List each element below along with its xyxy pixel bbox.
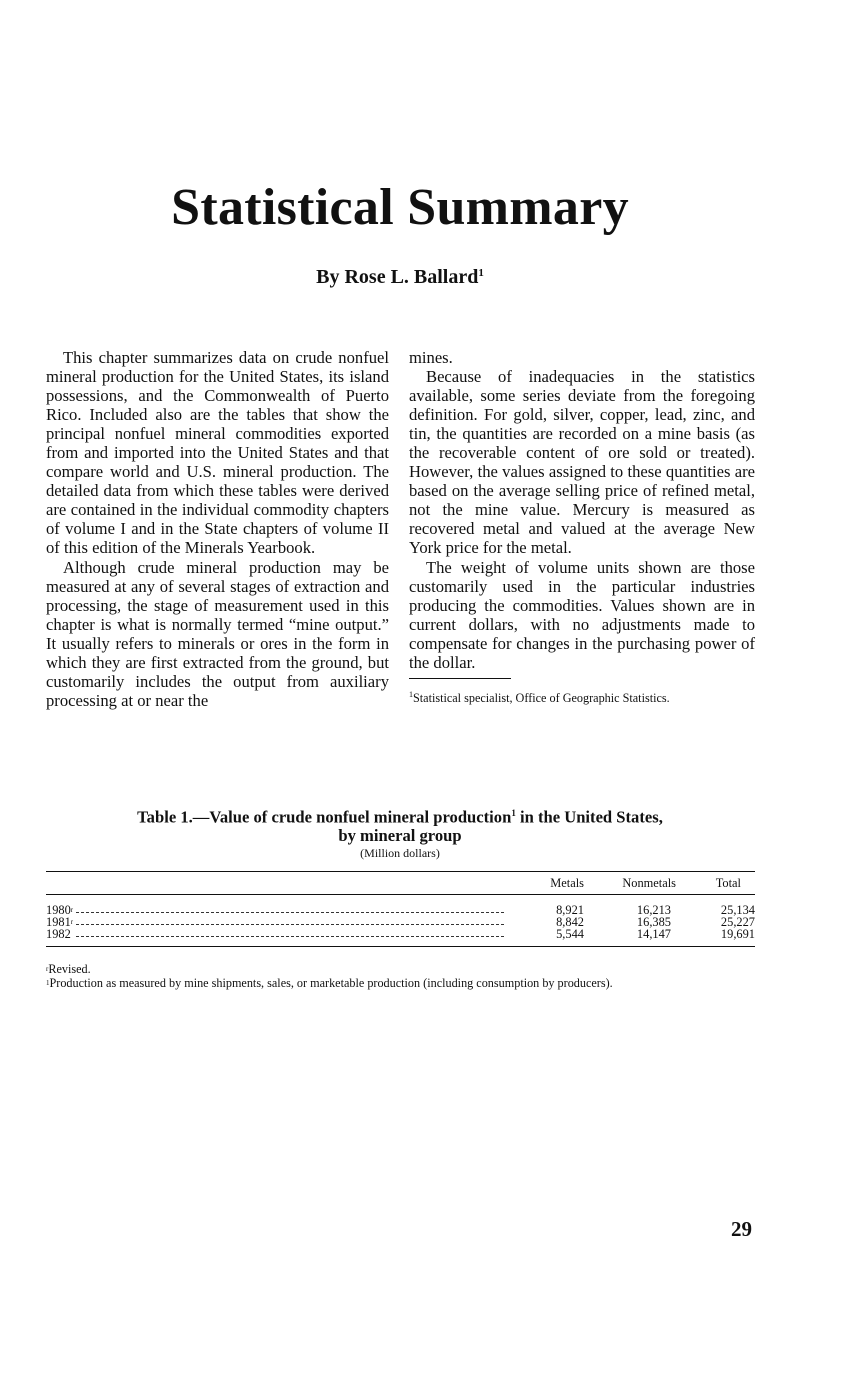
table-unit: (Million dollars)	[360, 846, 440, 860]
cell-total: 25,134	[720, 903, 755, 917]
byline-footnote-mark: 1	[478, 267, 484, 279]
cell-metals: 8,842	[556, 914, 584, 929]
footnote-mark: 1	[409, 689, 413, 699]
header-total: Total	[715, 876, 741, 890]
note-text: Revised.	[48, 962, 91, 976]
data-table	[46, 871, 755, 947]
table-row	[46, 926, 755, 941]
byline	[0, 266, 800, 289]
revised-mark: r	[70, 906, 74, 914]
paragraph: This chapter summarizes data on crude nonfuel mineral production for the United States, its island possessions, and the Commonwealth of Puerto Rico. Included also are the tables that show the principal nonfuel mineral commodities exported from and imported into the United States and that compare world and U.S. mineral production. The detailed data from which these tables were derived are contained in the individual commodity chapters of volume I and in the State chapters of volume II of this edition of the Minerals Yearbook.	[46, 348, 389, 558]
cell-nonmetals: 14,147	[636, 926, 671, 941]
note-mark: 1	[46, 979, 50, 987]
byline-text: By Rose L. Ballard	[316, 266, 479, 288]
paragraph: Although crude mineral production may be measured at any of several stages of extraction and processing, the stage of measurement used in this chapter is what is normally termed “mine output.” It usually refers to minerals or ores in the form in which they are first extracted from the ground, but customarily includes the output from auxiliary processing at or near the	[46, 557, 389, 710]
right-column	[409, 348, 755, 706]
table-header	[46, 872, 755, 894]
page-number: 29	[731, 1217, 752, 1241]
year-text: 1980	[46, 903, 71, 917]
author-footnote	[409, 687, 755, 706]
leader-dots	[76, 924, 504, 925]
page-title: Statistical Summary	[171, 179, 629, 236]
table-title-line2: by mineral group	[338, 825, 462, 845]
cell-metals: 5,544	[556, 926, 584, 941]
cell-total: 19,691	[720, 926, 755, 941]
cell-nonmetals: 16,213	[636, 903, 671, 917]
year-text: 1981	[46, 914, 71, 929]
paragraph: The weight of volume units shown are those customarily used in the particular industries producing the commodities. Values shown are in current dollars, with no adjustments made to compensate for changes in the purchasing power of the dollar.	[409, 557, 755, 672]
left-column	[46, 348, 389, 710]
table-notes	[46, 962, 613, 990]
header-nonmetals: Nonmetals	[622, 876, 676, 890]
cell-nonmetals: 16,385	[636, 914, 671, 929]
footnote-divider	[409, 678, 511, 679]
footnote-text: Statistical specialist, Office of Geographic Statistics.	[413, 690, 670, 705]
paragraph: mines.	[409, 348, 453, 367]
leader-dots	[76, 936, 504, 937]
header-metals: Metals	[550, 876, 584, 890]
year-text: 1982	[46, 926, 71, 941]
table-note	[46, 976, 613, 990]
table-title-line1: Table 1.—Value of crude nonfuel mineral production	[137, 807, 512, 827]
table-title	[60, 804, 740, 845]
table-body	[46, 895, 755, 946]
table-title-line1-end: in the United States,	[515, 807, 663, 827]
note-text: Production as measured by mine shipments, sales, or marketable production (including consumption by producers).	[49, 976, 613, 990]
table-rule-bottom	[46, 946, 755, 947]
cell-total: 25,227	[720, 914, 755, 929]
table-title-mark: 1	[511, 808, 516, 818]
cell-metals: 8,921	[556, 903, 584, 917]
leader-dots	[76, 912, 504, 913]
note-mark: r	[46, 965, 49, 973]
row-year	[46, 926, 73, 941]
revised-mark: r	[70, 917, 74, 926]
paragraph: Because of inadequacies in the statistics available, some series deviate from the foregoing definition. For gold, silver, copper, lead, zinc, and tin, the quantities are recorded on a mine basis (as the recoverable content of ore sold or treated). However, the values assigned to these quantities are based on the average selling price of refined metal, not the mine value. Mercury is measured as recovered metal and valued at the average New York price for the metal.	[409, 367, 755, 558]
table-note	[46, 962, 613, 976]
